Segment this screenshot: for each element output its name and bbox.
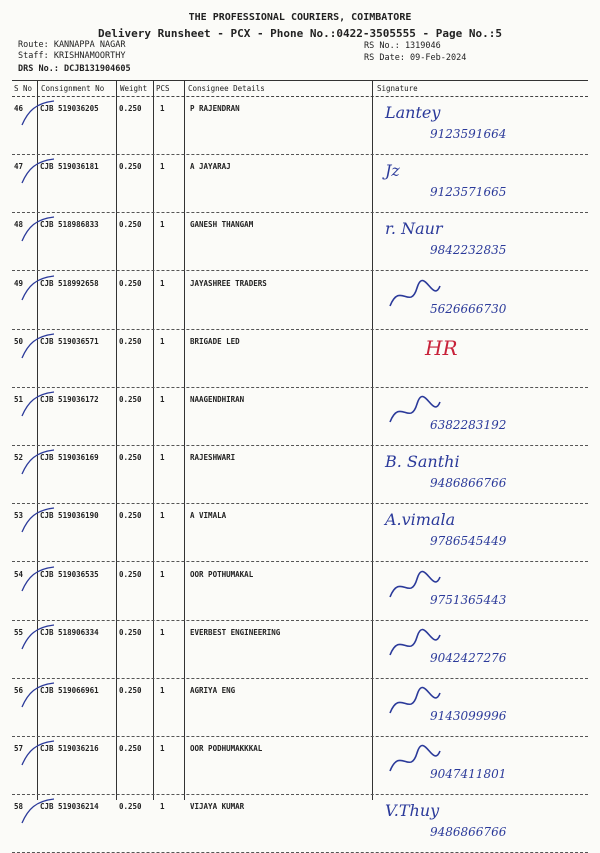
row-sno: 58 (14, 802, 24, 812)
tick-mark-icon (18, 739, 58, 769)
tick-mark-icon (18, 797, 58, 827)
signature-phone: 5626666730 (430, 301, 507, 316)
row-sno: 52 (14, 453, 24, 463)
tick-mark-icon (18, 99, 58, 129)
row-weight: 0.250 (119, 686, 142, 695)
row-pcs: 1 (160, 511, 165, 521)
row-consignee: JAYASHREE TRADERS (190, 278, 267, 288)
row-sno: 48 (14, 220, 24, 230)
table-row (0, 795, 600, 853)
table-row (0, 737, 600, 795)
row-pcs: 1 (160, 802, 165, 812)
table-row (0, 679, 600, 737)
row-sno: 50 (14, 336, 24, 346)
row-sno: 53 (14, 511, 24, 521)
row-consignment-no: CJB 519036535 (40, 569, 99, 579)
row-consignee: OOR PODHUMAKKKAL (190, 744, 263, 754)
signature-name: HR (425, 335, 458, 360)
row-consignment-no: CJB 519036181 (40, 162, 99, 172)
row-pcs: 1 (160, 220, 165, 230)
row-weight: 0.250 (119, 220, 142, 230)
table-row (0, 330, 600, 388)
row-sno: 57 (14, 744, 24, 754)
row-weight: 0.250 (119, 569, 142, 579)
row-weight: 0.250 (119, 278, 142, 288)
row-consignee: OOR POTHUMAKAL (190, 569, 254, 579)
row-consignment-no: CJB 519066961 (40, 686, 99, 695)
row-consignment-no: CJB 519036172 (40, 395, 99, 404)
staff-label: Staff: KRISHNAMOORTHY (18, 51, 126, 61)
drs-number: DRS No.: DCJB131904605 (18, 64, 131, 74)
signature-phone: 9842232835 (430, 243, 507, 258)
signature-name: V.Thuy (385, 801, 440, 821)
row-pcs: 1 (160, 453, 165, 463)
tick-mark-icon (18, 565, 58, 595)
table-top-rule (12, 80, 588, 81)
column-header-weight: Weight (120, 84, 148, 93)
tick-mark-icon (18, 448, 58, 478)
table-row (0, 213, 600, 271)
table-row (0, 446, 600, 504)
row-pcs: 1 (160, 162, 165, 172)
row-weight: 0.250 (119, 627, 142, 637)
row-weight: 0.250 (119, 453, 142, 463)
table-row (0, 621, 600, 679)
company-title: THE PROFESSIONAL COURIERS, COIMBATORE (188, 12, 412, 23)
row-consignee: A VIMALA (190, 511, 227, 521)
runsheet-subtitle: Delivery Runsheet - PCX - Phone No.:0422-3505555 - Page No.:5 (98, 27, 502, 40)
tick-mark-icon (18, 215, 58, 245)
row-sno: 54 (14, 569, 24, 579)
table-row (0, 388, 600, 446)
column-header-signature: Signature (377, 84, 418, 93)
signature-phone: 9042427276 (430, 650, 507, 665)
row-weight: 0.250 (119, 511, 142, 521)
row-consignment-no: CJB 519036216 (40, 744, 99, 754)
signature-name: r. Naur (385, 219, 443, 239)
row-weight: 0.250 (119, 744, 142, 754)
row-sno: 46 (14, 104, 24, 113)
table-row (0, 504, 600, 562)
table-row (0, 272, 600, 330)
tick-mark-icon (18, 274, 58, 304)
signature-phone: 9486866766 (430, 825, 507, 840)
row-pcs: 1 (160, 569, 165, 579)
tick-mark-icon (18, 623, 58, 653)
row-consignee: BRIGADE LED (190, 336, 240, 346)
tick-mark-icon (18, 681, 58, 711)
column-header-consignee: Consignee Details (188, 84, 265, 93)
column-header-consignment: Consignment No (41, 84, 105, 93)
row-weight: 0.250 (119, 162, 142, 172)
signature-phone: 9786545449 (430, 534, 507, 549)
row-consignee: A JAYARAJ (190, 162, 231, 172)
table-row (0, 563, 600, 621)
signature-phone: 9047411801 (430, 767, 507, 782)
row-weight: 0.250 (119, 336, 142, 346)
row-consignment-no: CJB 519036205 (40, 104, 99, 113)
row-consignment-no: CJB 518986833 (40, 220, 99, 230)
row-sno: 56 (14, 686, 24, 695)
row-consignment-no: CJB 519036214 (40, 802, 99, 812)
row-sno: 49 (14, 278, 24, 288)
row-consignee: VIJAYA KUMAR (190, 802, 245, 812)
row-consignment-no: CJB 518992658 (40, 278, 99, 288)
signature-phone: 9751365443 (430, 592, 507, 607)
signature-name: Lantey (385, 103, 441, 122)
signature-phone: 9143099996 (430, 709, 507, 723)
row-consignee: AGRIYA ENG (190, 686, 236, 695)
row-pcs: 1 (160, 336, 165, 346)
signature-phone: 9486866766 (430, 476, 507, 491)
row-consignee: EVERBEST ENGINEERING (190, 627, 281, 637)
signature-name: Jz (385, 161, 400, 181)
signature-name: B. Santhi (385, 452, 460, 472)
route-label: Route: KANNAPPA NAGAR (18, 40, 126, 50)
row-pcs: 1 (160, 104, 165, 113)
row-consignee: GANESH THANGAM (190, 220, 254, 230)
signature-phone: 9123571665 (430, 185, 507, 200)
row-consignee: P RAJENDRAN (190, 104, 240, 113)
row-pcs: 1 (160, 395, 165, 404)
row-pcs: 1 (160, 686, 165, 695)
signature-name: A.vimala (385, 510, 456, 530)
row-consignment-no: CJB 518906334 (40, 627, 99, 637)
row-pcs: 1 (160, 744, 165, 754)
row-consignment-no: CJB 519036571 (40, 336, 99, 346)
row-consignee: NAAGENDHIRAN (190, 395, 245, 404)
row-sno: 51 (14, 395, 24, 404)
row-consignment-no: CJB 519036169 (40, 453, 99, 463)
row-weight: 0.250 (119, 802, 142, 812)
rs-number: RS No.: 1319046 (364, 41, 441, 51)
rs-date: RS Date: 09-Feb-2024 (364, 53, 467, 63)
row-sno: 55 (14, 627, 24, 637)
row-weight: 0.250 (119, 395, 142, 404)
row-consignee: RAJESHWARI (190, 453, 236, 463)
row-consignment-no: CJB 519036190 (40, 511, 99, 521)
tick-mark-icon (18, 332, 58, 362)
row-weight: 0.250 (119, 104, 142, 113)
tick-mark-icon (18, 506, 58, 536)
row-pcs: 1 (160, 278, 165, 288)
column-header-pcs: PCS (156, 84, 170, 93)
row-sno: 47 (14, 162, 24, 172)
table-row (0, 155, 600, 213)
signature-phone: 6382283192 (430, 418, 507, 432)
signature-phone: 9123591664 (430, 127, 507, 141)
table-row (0, 97, 600, 155)
row-pcs: 1 (160, 627, 165, 637)
column-header-sno: S No (14, 84, 33, 93)
tick-mark-icon (18, 157, 58, 187)
tick-mark-icon (18, 390, 58, 420)
